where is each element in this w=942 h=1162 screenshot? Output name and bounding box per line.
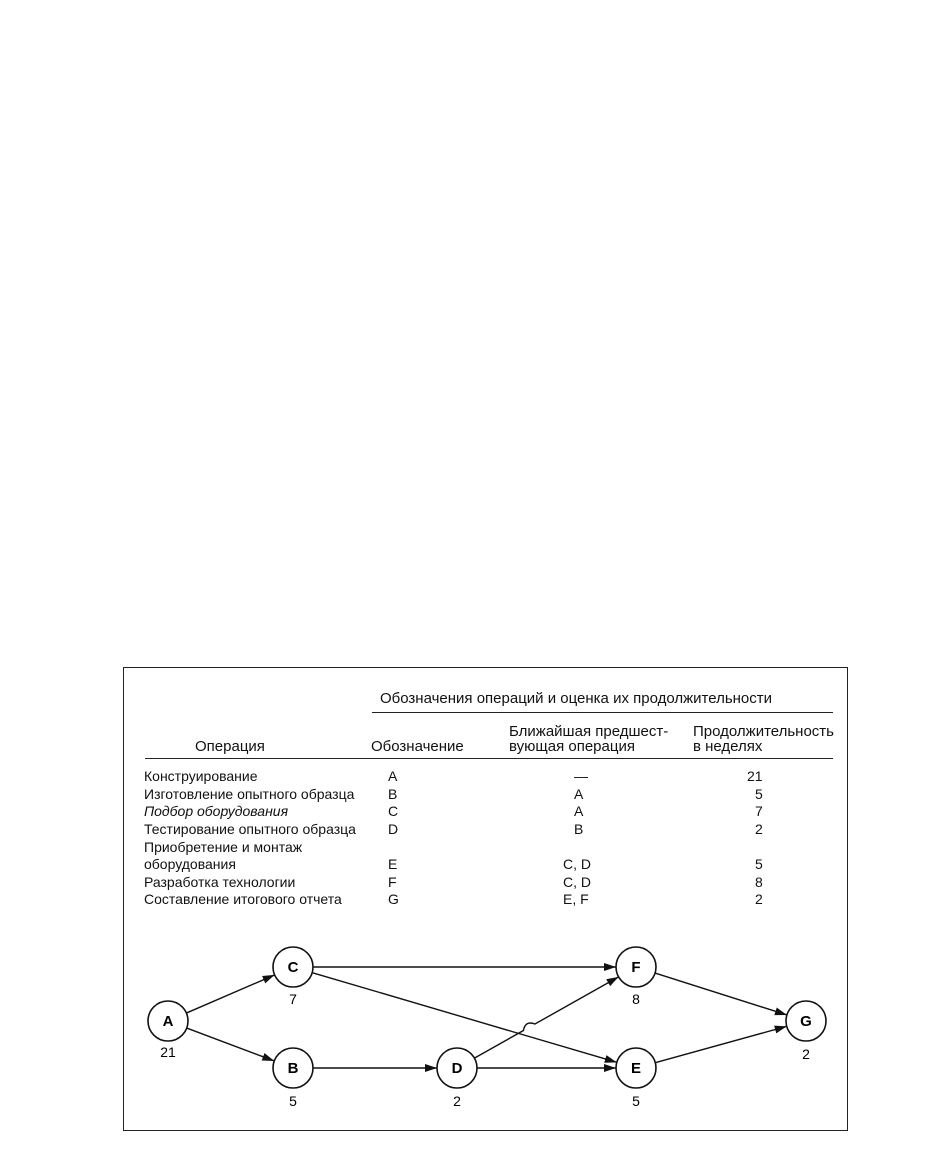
edge-F-G [655,973,787,1015]
edge-A-B [187,1028,275,1061]
column-header-duration-2: в неделях [693,738,763,755]
node-B-label: B [287,1060,299,1077]
row-duration: 8 [755,874,763,890]
row-predecessor: E, F [563,891,589,907]
node-F-duration: 8 [632,991,640,1007]
column-header-duration-1: Продолжительность [693,723,834,740]
row-code: D [388,821,399,837]
column-header-predecessor-1: Ближайшая предшест- [509,723,669,740]
row-duration: 7 [755,803,763,819]
row-code: F [388,874,397,890]
node-A-duration: 21 [160,1044,176,1060]
row-code: G [388,891,399,907]
node-D-duration: 2 [453,1093,461,1109]
row-operation: Тестирование опытного образца [144,821,356,837]
row-operation-line1: Приобретение и монтаж [144,839,303,855]
row-operation: Изготовление опытного образца [144,786,355,802]
row-duration: 5 [755,856,763,872]
table-group-header: Обозначения операций и оценка их продолжительности [380,690,773,707]
row-operation: Конструирование [144,768,258,784]
row-operation: Подбор оборудования [144,803,289,819]
node-D-label: D [451,1060,463,1077]
edge-D-F [474,977,618,1058]
row-predecessor: — [574,768,588,784]
row-predecessor: A [574,786,584,802]
row-duration: 21 [747,768,763,784]
node-F-label: F [631,959,641,976]
edge-A-C [186,975,274,1013]
row-operation: Разработка технологии [144,874,296,890]
node-E-duration: 5 [632,1093,640,1109]
column-header-predecessor-2: вующая операция [509,738,635,755]
row-duration: 2 [755,891,763,907]
column-header-operation: Операция [195,738,265,755]
row-code: C [388,803,399,819]
row-predecessor: C, D [563,856,591,872]
edge-E-G [655,1026,786,1062]
node-B-duration: 5 [289,1093,297,1109]
row-predecessor: B [574,821,584,837]
node-C-label: C [287,959,299,976]
node-E-label: E [630,1060,642,1077]
row-code: A [388,768,398,784]
column-header-code: Обозначение [371,738,464,755]
row-code: B [388,786,398,802]
row-duration: 2 [755,821,763,837]
node-A-label: A [162,1013,174,1030]
row-code: E [388,856,398,872]
row-predecessor: C, D [563,874,591,890]
row-operation: оборудования [144,856,236,872]
row-operation: Составление итогового отчета [144,891,342,907]
row-predecessor: A [574,803,584,819]
node-C-duration: 7 [289,991,297,1007]
node-G-duration: 2 [802,1046,810,1062]
row-duration: 5 [755,786,763,802]
node-G-label: G [800,1013,812,1030]
